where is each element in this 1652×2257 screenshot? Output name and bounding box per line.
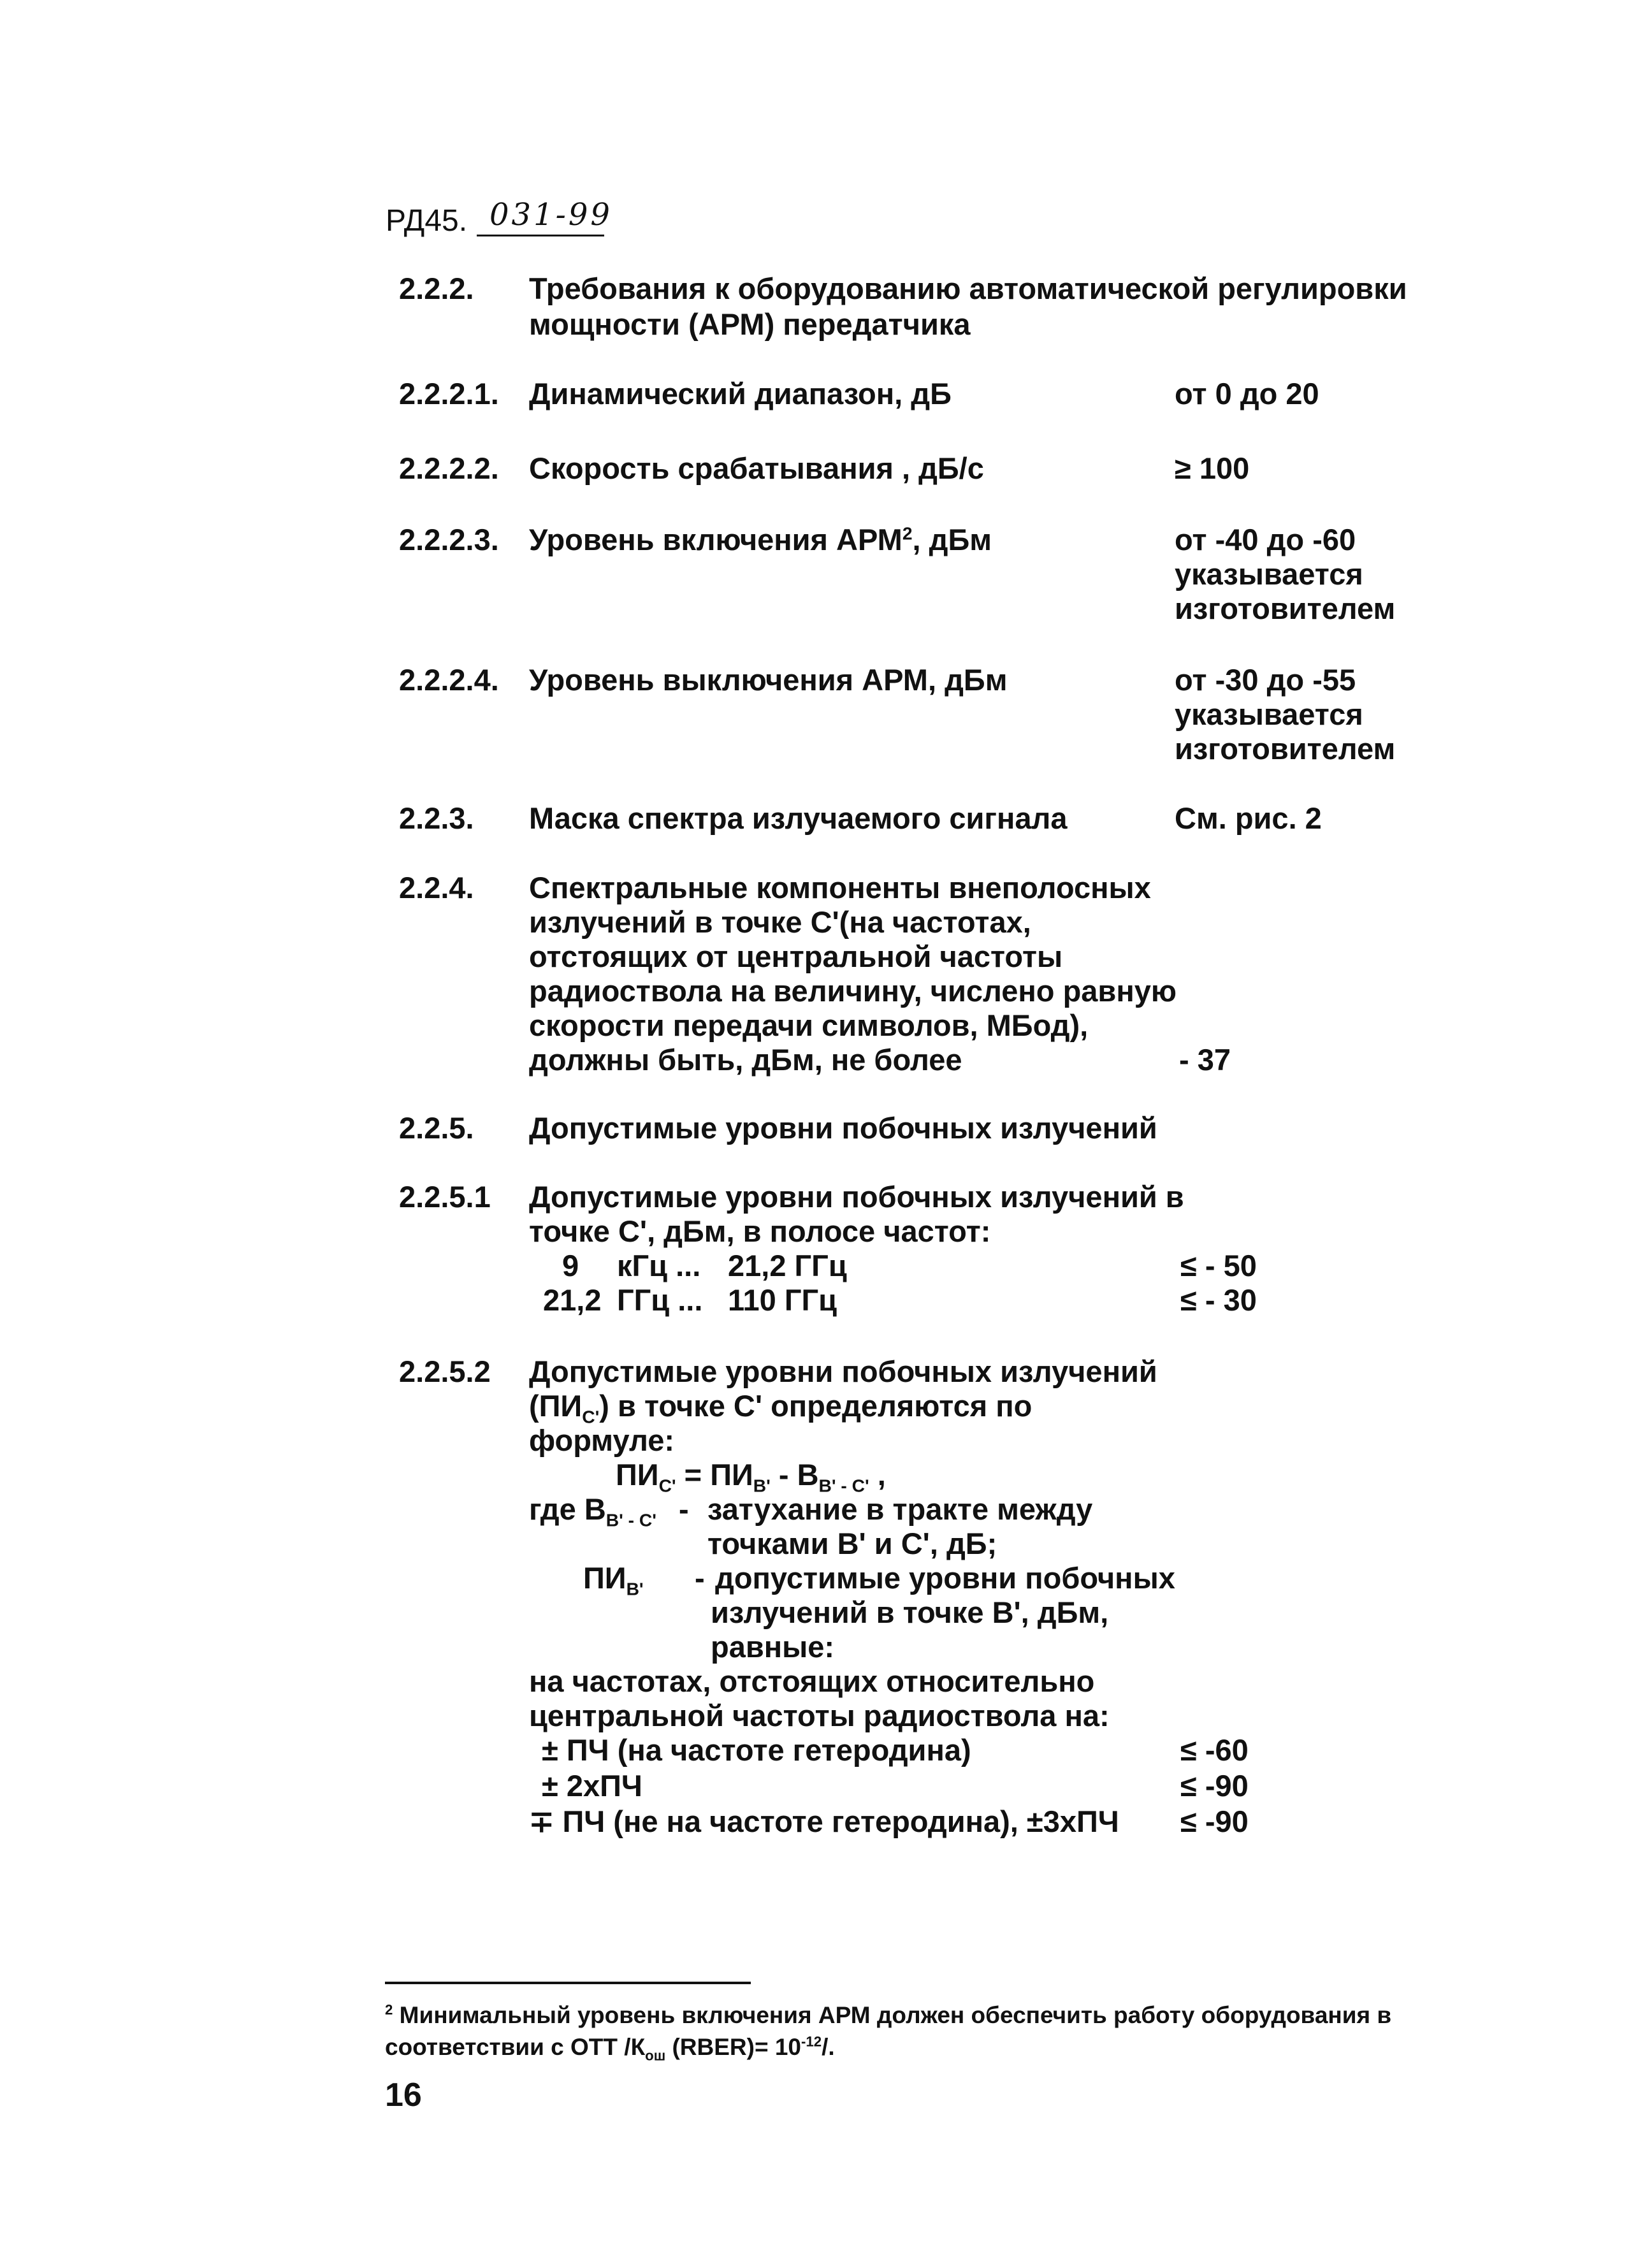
section-number: 2.2.2.3. [399,523,499,556]
section-value-line: указывается [1175,697,1363,731]
formula-rhs-sub: В' - С' [818,1475,869,1496]
section-value-line: от -30 до -55 [1175,663,1356,697]
section-text: Уровень выключения АРМ, дБм [529,663,1008,697]
where-desc-line: затухание в тракте между [707,1492,1093,1526]
section-text-line: Спектральные компоненты внеполосных [529,871,1151,904]
section-text-tail: ) в точке С' определяются по [599,1389,1032,1423]
section-value: ≥ 100 [1175,451,1250,485]
section-text-line: Требования к оборудованию автоматической регулировки [529,272,1407,305]
section-text-line: должны быть, дБм, не более [529,1043,962,1077]
freq-item-value: ≤ -60 [1180,1733,1249,1767]
footnote-text: Минимальный уровень включения АРМ должен обеспечить работу оборудования в [399,2002,1392,2028]
footnote-ref: 2 [902,523,913,544]
page-number: 16 [385,2077,422,2114]
section-value-line: указывается [1175,557,1363,591]
section-text: Маска спектра излучаемого сигнала [529,801,1068,835]
freq-item-value: ≤ -90 [1180,1804,1249,1838]
formula-lhs-sub: С' [658,1475,676,1496]
doc-code-number: 031-99 [489,197,612,233]
pi-b-sub: В' [626,1578,644,1599]
footnote-line [385,2001,1391,2029]
where-desc-line: равные: [711,1630,835,1664]
range-from: 21,2 [543,1283,602,1317]
footnote-sup: -12 [801,2033,822,2050]
section-text-line: радиоствола на величину, числено равную [529,974,1177,1008]
formula-lhs: ПИ [616,1458,659,1491]
section-text-line: Допустимые уровни побочных излучений в [529,1180,1184,1214]
section-value: от 0 до 20 [1175,377,1319,410]
freq-item-value: ≤ -90 [1180,1769,1249,1803]
section-text-tail: , дБм [912,523,992,556]
section-number: 2.2.5. [399,1111,474,1145]
footnote-text: (RBER)= 10 [665,2034,802,2060]
footnote-mark: 2 [385,2001,393,2018]
range-from: 9 [562,1249,579,1282]
where-dash: - [695,1561,705,1595]
where-sub: В' - С' [605,1509,656,1530]
section-text-line: мощности (АРМ) передатчика [529,307,971,341]
section-text-line: скорости передачи символов, МБод), [529,1008,1089,1042]
pi-subscript: С' [582,1406,600,1427]
section-number: 2.2.5.1 [399,1180,491,1214]
section-text: Допустимые уровни побочных излучений [529,1111,1157,1145]
section-value: - 37 [1179,1043,1231,1077]
section-text-line: излучений в точке С'(на частотах, [529,905,1031,939]
section-text: Скорость срабатывания , дБ/с [529,451,984,485]
formula-minus: - В [770,1458,819,1491]
where-desc-line: точками В' и С', дБ; [707,1527,997,1560]
section-number: 2.2.2. [399,272,474,305]
pi-label: (ПИ [529,1389,583,1423]
section-text-main: Уровень включения АРМ [529,523,902,556]
section-number: 2.2.2.1. [399,377,499,410]
where-desc-line: излучений в точке В', дБм, [711,1595,1109,1629]
freq-item: ∓ ПЧ (не на частоте гетеродина), ±3хПЧ [529,1804,1119,1838]
footnote-text: /. [822,2034,835,2060]
pi-b [583,1561,644,1599]
section-number: 2.2.5.2 [399,1354,491,1388]
section-number: 2.2.4. [399,871,474,904]
section-text-line: Допустимые уровни побочных излучений [529,1354,1157,1388]
section-text-line [529,1389,1032,1427]
pi-b-label: ПИ [583,1561,627,1595]
after-text-line: центральной частоты радиоствола на: [529,1699,1110,1732]
section-value: См. рис. 2 [1175,801,1322,835]
section-number: 2.2.2.2. [399,451,499,485]
footnote-separator [385,1982,751,1984]
section-text-line: отстоящих от центральной частоты [529,940,1063,973]
footnote-text: соответствии с ОТТ /К [385,2034,646,2060]
doc-code-underline [477,235,604,236]
range-value: ≤ - 30 [1180,1283,1257,1317]
section-value-line: изготовителем [1175,591,1396,625]
section-text-line: формуле: [529,1423,675,1457]
range-value: ≤ - 50 [1180,1249,1257,1282]
footnote-line [385,2033,835,2064]
section-text-line: точке С', дБм, в полосе частот: [529,1214,991,1248]
range-from-unit: ГГц ... [617,1283,703,1317]
formula [616,1458,886,1496]
section-text [529,523,992,557]
after-text-line: на частотах, отстоящих относительно [529,1664,1095,1698]
formula-tail: , [869,1458,886,1491]
section-value-line: изготовителем [1175,732,1396,766]
formula-mid-sub: В' [753,1475,771,1496]
range-from-unit: кГц ... [617,1249,701,1282]
section-text: Динамический диапазон, дБ [529,377,952,410]
freq-item: ± 2хПЧ [542,1769,642,1803]
where-dash: - [679,1492,689,1526]
footnote-sub: ош [645,2047,666,2064]
section-value-line: от -40 до -60 [1175,523,1356,556]
where-text: где В [529,1492,606,1526]
freq-item: ± ПЧ (на частоте гетеродина) [542,1733,971,1767]
where-prefix [529,1492,656,1530]
range-to: 110 ГГц [728,1283,837,1317]
formula-eq: = ПИ [676,1458,753,1491]
where-desc-line: допустимые уровни побочных [715,1561,1175,1595]
range-to: 21,2 ГГц [728,1249,847,1282]
section-number: 2.2.3. [399,801,474,835]
section-number: 2.2.2.4. [399,663,499,697]
doc-code-prefix: РД45. [386,204,468,238]
